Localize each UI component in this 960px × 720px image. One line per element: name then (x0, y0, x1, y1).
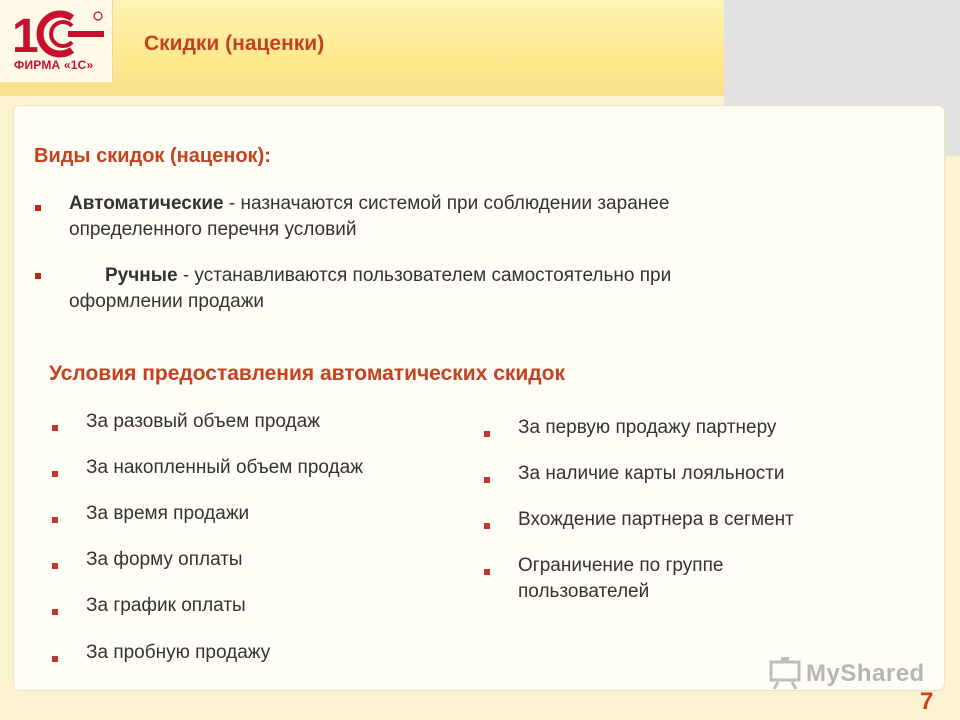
condition-item: За наличие карты лояльности (518, 463, 785, 484)
condition-item: За форму оплаты (86, 549, 243, 570)
page-title: Скидки (наценки) (144, 32, 325, 55)
section-heading-conditions: Условия предоставления автоматических скидок (49, 362, 565, 385)
bullet-icon (52, 517, 58, 523)
bullet-icon (484, 569, 490, 575)
condition-item: За пробную продажу (86, 642, 271, 663)
logo-text: ФИРМА «1С» (14, 58, 94, 72)
bullet-icon (52, 471, 58, 477)
bullet-icon (52, 656, 58, 662)
term-manual: Ручные (105, 265, 178, 286)
condition-line2: пользователей (518, 581, 650, 602)
bullet-icon (35, 273, 41, 279)
bullet-icon (52, 609, 58, 615)
desc-auto-line1: - назначаются системой при соблюдении заранее (223, 193, 670, 214)
condition-line1: Ограничение по группе (518, 555, 724, 576)
list-item-manual (69, 263, 849, 315)
bullet-icon (484, 431, 490, 437)
condition-item: За график оплаты (86, 595, 246, 616)
condition-item: За время продажи (86, 503, 250, 524)
watermark-text: MyShared (806, 660, 925, 687)
logo (0, 0, 113, 82)
1c-logo-icon (10, 8, 106, 60)
desc-auto-line2: определенного перечня условий (69, 219, 357, 240)
bullet-icon (484, 523, 490, 529)
page-number: 7 (920, 688, 934, 715)
bullet-icon (484, 477, 490, 483)
bullet-icon (35, 205, 41, 211)
bullet-icon (52, 425, 58, 431)
list-item-auto (69, 191, 849, 243)
section-heading-types: Виды скидок (наценок): (34, 145, 271, 167)
presentation-icon (768, 656, 802, 690)
bullet-icon (52, 563, 58, 569)
desc-manual-line1: - устанавливаются пользователем самостоятельно при (177, 265, 672, 286)
desc-manual-line2: оформлении продажи (69, 291, 265, 312)
condition-item: За накопленный объем продаж (86, 457, 363, 478)
condition-item: Вхождение партнера в сегмент (518, 509, 794, 530)
condition-item: За разовый объем продаж (86, 411, 320, 432)
svg-text:1: 1 (12, 10, 39, 60)
condition-item-multiline (518, 553, 723, 605)
term-auto: Автоматические (69, 193, 224, 214)
condition-item: За первую продажу партнеру (518, 417, 777, 438)
